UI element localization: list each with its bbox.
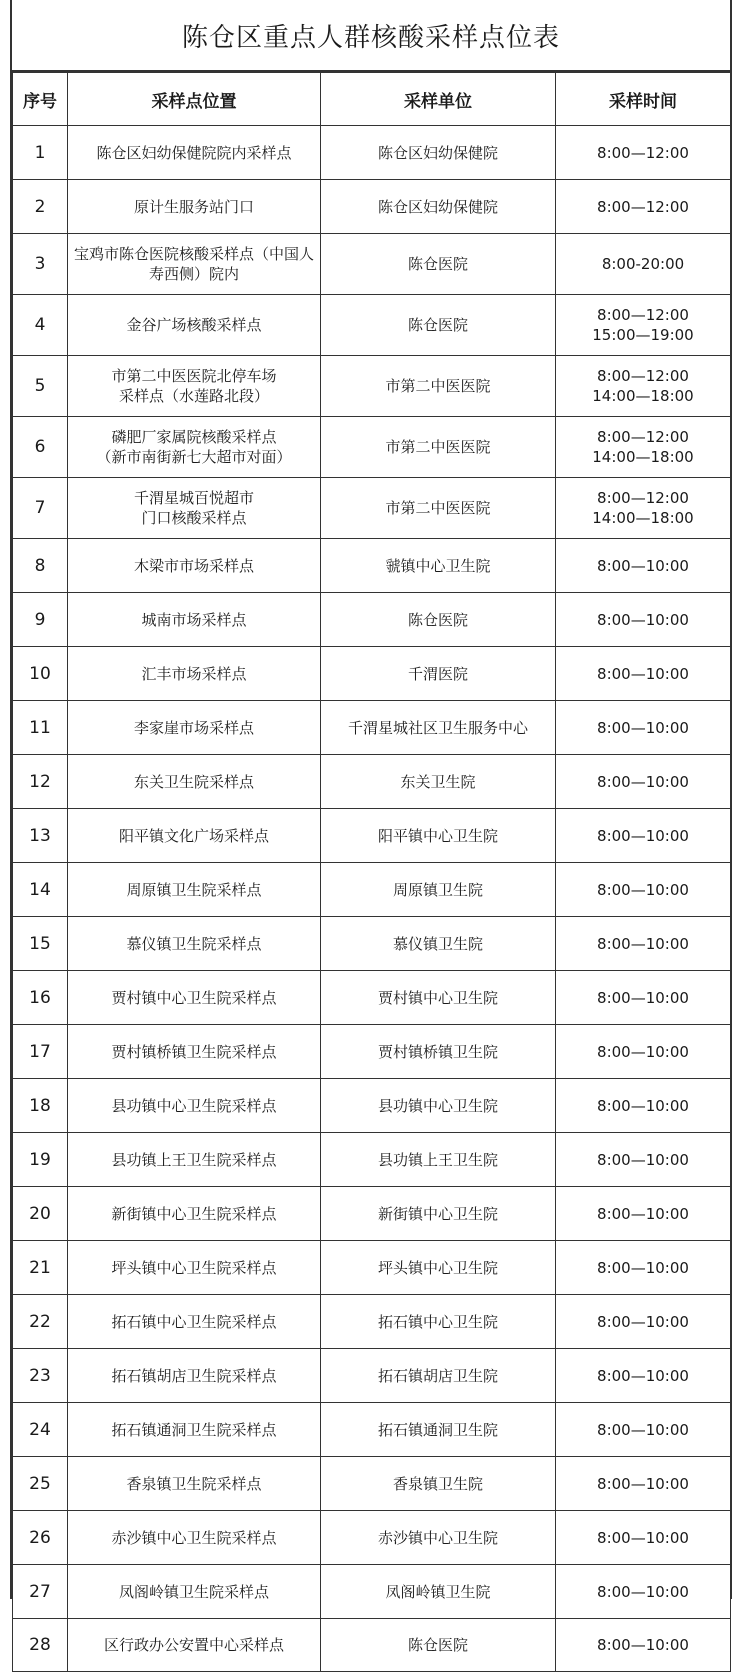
cell-no: 9 [13,593,68,647]
cell-time: 8:00—12:00 [556,180,731,234]
cell-no: 15 [13,917,68,971]
cell-location: 贾村镇中心卫生院采样点 [68,971,321,1025]
cell-time: 8:00—10:00 [556,1133,731,1187]
cell-unit: 凤阁岭镇卫生院 [321,1565,556,1619]
cell-location: 贾村镇桥镇卫生院采样点 [68,1025,321,1079]
cell-unit: 东关卫生院 [321,755,556,809]
table-row [13,593,731,647]
cell-location: 拓石镇胡店卫生院采样点 [68,1349,321,1403]
cell-location: 凤阁岭镇卫生院采样点 [68,1565,321,1619]
cell-unit: 陈仓区妇幼保健院 [321,180,556,234]
cell-unit: 阳平镇中心卫生院 [321,809,556,863]
cell-unit: 拓石镇胡店卫生院 [321,1349,556,1403]
table-row [13,1565,731,1619]
table-row [13,1295,731,1349]
cell-time: 8:00—10:00 [556,539,731,593]
header-unit: 采样单位 [321,73,556,126]
cell-time: 8:00—10:00 [556,1457,731,1511]
cell-location: 千渭星城百悦超市 门口核酸采样点 [68,478,321,539]
cell-location: 县功镇中心卫生院采样点 [68,1079,321,1133]
cell-time: 8:00-20:00 [556,234,731,295]
cell-no: 27 [13,1565,68,1619]
cell-location: 县功镇上王卫生院采样点 [68,1133,321,1187]
cell-no: 18 [13,1079,68,1133]
cell-no: 12 [13,755,68,809]
table-row [13,478,731,539]
cell-unit: 坪头镇中心卫生院 [321,1241,556,1295]
table-row [13,356,731,417]
cell-no: 19 [13,1133,68,1187]
cell-time: 8:00—12:00 14:00—18:00 [556,356,731,417]
cell-time: 8:00—10:00 [556,1565,731,1619]
table-row [13,234,731,295]
cell-time: 8:00—12:00 14:00—18:00 [556,478,731,539]
cell-time: 8:00—10:00 [556,1511,731,1565]
cell-time: 8:00—10:00 [556,1187,731,1241]
table-row [13,1241,731,1295]
cell-location: 区行政办公安置中心采样点 [68,1619,321,1672]
cell-unit: 市第二中医医院 [321,478,556,539]
cell-location: 木梁市市场采样点 [68,539,321,593]
cell-location: 李家崖市场采样点 [68,701,321,755]
cell-no: 1 [13,126,68,180]
table-row [13,917,731,971]
cell-unit: 周原镇卫生院 [321,863,556,917]
cell-unit: 香泉镇卫生院 [321,1457,556,1511]
cell-no: 25 [13,1457,68,1511]
cell-time: 8:00—10:00 [556,1349,731,1403]
cell-time: 8:00—12:00 14:00—18:00 [556,417,731,478]
cell-location: 阳平镇文化广场采样点 [68,809,321,863]
table-row [13,1511,731,1565]
cell-time: 8:00—10:00 [556,701,731,755]
table-row [13,126,731,180]
cell-location: 金谷广场核酸采样点 [68,295,321,356]
page-title: 陈仓区重点人群核酸采样点位表 [12,0,730,72]
table-row [13,1457,731,1511]
cell-location: 周原镇卫生院采样点 [68,863,321,917]
cell-no: 17 [13,1025,68,1079]
header-row [13,73,731,126]
cell-location: 原计生服务站门口 [68,180,321,234]
cell-unit: 千渭医院 [321,647,556,701]
cell-location: 香泉镇卫生院采样点 [68,1457,321,1511]
cell-unit: 赤沙镇中心卫生院 [321,1511,556,1565]
table-row [13,971,731,1025]
cell-no: 13 [13,809,68,863]
cell-unit: 陈仓医院 [321,234,556,295]
cell-unit: 市第二中医医院 [321,417,556,478]
table-row [13,809,731,863]
header-time: 采样时间 [556,73,731,126]
cell-time: 8:00—10:00 [556,1295,731,1349]
table-row [13,647,731,701]
cell-unit: 县功镇上王卫生院 [321,1133,556,1187]
cell-time: 8:00—10:00 [556,1241,731,1295]
cell-time: 8:00—10:00 [556,1403,731,1457]
table-row [13,701,731,755]
cell-location: 拓石镇通洞卫生院采样点 [68,1403,321,1457]
table-row [13,755,731,809]
cell-location: 东关卫生院采样点 [68,755,321,809]
cell-time: 8:00—10:00 [556,1025,731,1079]
cell-no: 22 [13,1295,68,1349]
cell-unit: 拓石镇中心卫生院 [321,1295,556,1349]
cell-unit: 虢镇中心卫生院 [321,539,556,593]
cell-time: 8:00—10:00 [556,917,731,971]
cell-location: 坪头镇中心卫生院采样点 [68,1241,321,1295]
cell-no: 20 [13,1187,68,1241]
cell-time: 8:00—12:00 15:00—19:00 [556,295,731,356]
cell-no: 28 [13,1619,68,1672]
cell-no: 8 [13,539,68,593]
cell-no: 11 [13,701,68,755]
cell-no: 24 [13,1403,68,1457]
table-row [13,1619,731,1672]
cell-unit: 陈仓医院 [321,295,556,356]
cell-no: 21 [13,1241,68,1295]
cell-unit: 县功镇中心卫生院 [321,1079,556,1133]
cell-no: 10 [13,647,68,701]
cell-unit: 千渭星城社区卫生服务中心 [321,701,556,755]
cell-location: 城南市场采样点 [68,593,321,647]
table-row [13,1133,731,1187]
cell-location: 汇丰市场采样点 [68,647,321,701]
cell-location: 赤沙镇中心卫生院采样点 [68,1511,321,1565]
cell-location: 拓石镇中心卫生院采样点 [68,1295,321,1349]
cell-time: 8:00—10:00 [556,971,731,1025]
cell-time: 8:00—12:00 [556,126,731,180]
cell-time: 8:00—10:00 [556,863,731,917]
header-location: 采样点位置 [68,73,321,126]
cell-no: 3 [13,234,68,295]
table-row [13,417,731,478]
cell-location: 新街镇中心卫生院采样点 [68,1187,321,1241]
cell-unit: 拓石镇通洞卫生院 [321,1403,556,1457]
cell-time: 8:00—10:00 [556,1619,731,1672]
table-row [13,180,731,234]
cell-time: 8:00—10:00 [556,809,731,863]
cell-unit: 贾村镇中心卫生院 [321,971,556,1025]
cell-no: 6 [13,417,68,478]
cell-no: 4 [13,295,68,356]
table-row [13,1187,731,1241]
cell-unit: 慕仪镇卫生院 [321,917,556,971]
cell-time: 8:00—10:00 [556,755,731,809]
cell-time: 8:00—10:00 [556,1079,731,1133]
table-row [13,863,731,917]
cell-unit: 陈仓医院 [321,593,556,647]
table-row [13,1403,731,1457]
header-no: 序号 [13,73,68,126]
cell-unit: 市第二中医医院 [321,356,556,417]
cell-no: 5 [13,356,68,417]
table-row [13,539,731,593]
cell-time: 8:00—10:00 [556,593,731,647]
cell-no: 23 [13,1349,68,1403]
cell-unit: 陈仓区妇幼保健院 [321,126,556,180]
cell-no: 14 [13,863,68,917]
cell-unit: 新街镇中心卫生院 [321,1187,556,1241]
cell-location: 慕仪镇卫生院采样点 [68,917,321,971]
cell-no: 16 [13,971,68,1025]
cell-unit: 贾村镇桥镇卫生院 [321,1025,556,1079]
table-row [13,295,731,356]
cell-location: 市第二中医医院北停车场 采样点（水莲路北段） [68,356,321,417]
cell-location: 陈仓区妇幼保健院院内采样点 [68,126,321,180]
cell-no: 2 [13,180,68,234]
cell-no: 7 [13,478,68,539]
table-row [13,1349,731,1403]
cell-location: 宝鸡市陈仓医院核酸采样点（中国人寿西侧）院内 [68,234,321,295]
cell-time: 8:00—10:00 [556,647,731,701]
cell-unit: 陈仓医院 [321,1619,556,1672]
cell-location: 磷肥厂家属院核酸采样点 （新市南街新七大超市对面） [68,417,321,478]
sampling-table [12,72,731,1672]
sampling-sheet [10,0,732,1655]
cell-no: 26 [13,1511,68,1565]
table-row [13,1025,731,1079]
table-row [13,1079,731,1133]
